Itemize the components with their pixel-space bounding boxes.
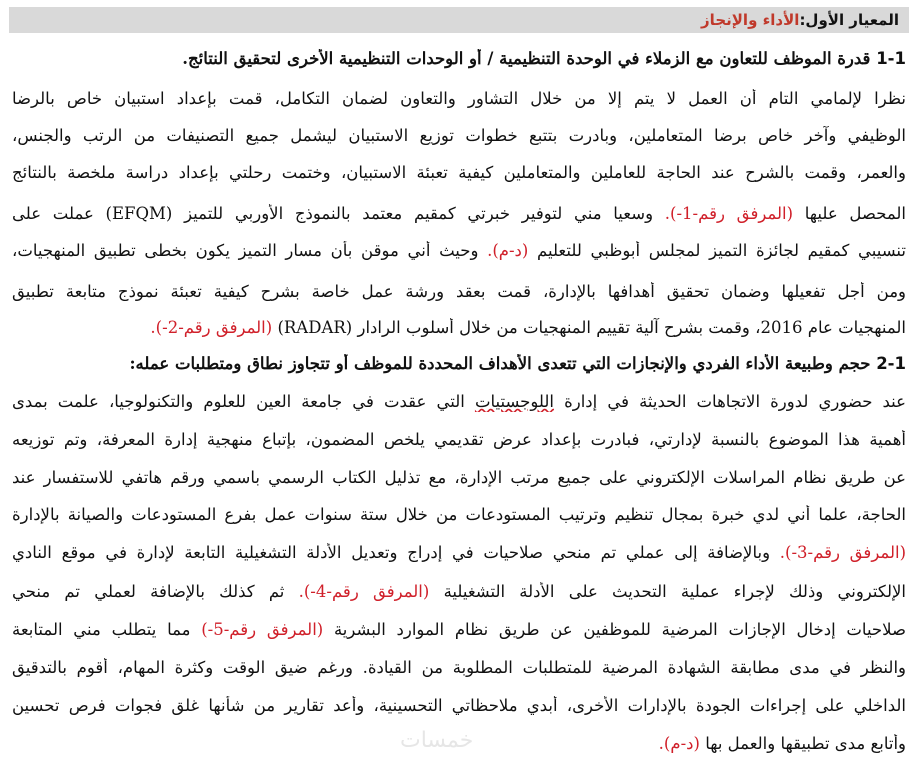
watermark-logo: خمسات [400, 728, 474, 753]
ref-dm: (د-م). [487, 241, 529, 260]
section-2-number: 2-1 [876, 354, 906, 373]
attachment-ref-4: (المرفق رقم-4-). [298, 582, 430, 601]
section-2-heading [12, 354, 906, 374]
ref-dm: (د-م). [658, 734, 700, 753]
line-text: المحصل عليها [804, 204, 906, 223]
line-text: التي عقدت في جامعة العين للعلوم والتكنولوجيا، علمت بمدى [12, 392, 465, 411]
section-2-line-4: الحاجة، علما أني لدي خبرة بمجال تنظيم وترتيب المستودعات من خلال ستة سنوات عمل بفرع المستودعات والصيانة بالإدارة [12, 505, 906, 524]
section-2-line-9: الداخلي على إجراءات الجودة بالإدارات الأخرى، أبدي ملاحظاتي التحسينية، وأعد تقارير من شأنها غلق فجوات فرص تحسين [12, 696, 906, 715]
section-2-line-2: أهمية هذا الموضوع بالنسبة لإدارتي، فبادرت بإعداد عرض تقديمي يلخص المضمون، بإتباع منهجية إدارة المعرفة، وتم توزيعه [12, 430, 906, 449]
section-2-heading-text: حجم وطبيعة الأداء الفردي والإنجازات التي تتعدى الأهداف المحددة للموظف أو تتجاوز نطاق ومتطلبات عمله: [129, 354, 871, 373]
line-text: صلاحيات إدخال الإجازات المرضية للموظفين عن طريق نظام الموارد البشرية [333, 620, 906, 639]
section-1-heading [12, 49, 906, 69]
attachment-ref-1: (المرفق رقم-1-). [664, 204, 794, 223]
section-2-line-7 [12, 620, 906, 640]
section-2-line-6 [12, 582, 906, 602]
section-1-heading-text: قدرة الموظف للتعاون مع الزملاء في الوحدة التنظيمية / أو الوحدات التنظيمية الأخرى لتحقيق النتائج. [182, 49, 871, 68]
line-text: وحيث أني موقن بأن مسار التميز يكون بخطى تطبيق المنهجيات، [12, 241, 479, 260]
line-text: عند حضوري لدورة الاتجاهات الحديثة في إدارة [564, 392, 906, 411]
criterion-label: المعيار الأول: [799, 11, 899, 29]
section-2-line-1 [12, 392, 906, 412]
section-1-line-2: الوظيفي وآخر خاص برضا المتعاملين، وبادرت بتتبع خطوات توزيع الاستبيان ليشمل جميع التصنيفات من الرتب والجنس، [12, 126, 906, 145]
section-1-line-5 [12, 241, 906, 261]
section-1-number: 1-1 [876, 49, 906, 68]
section-1-line-3: والعمر، وقمت بالشرح عند الحاجة للعاملين والمتعاملين كيفية تعبئة الاستبيان، وختمت رحلتي بإعداد دراسة ملخصة بالنتائج [12, 163, 906, 182]
misspelled-word: اللوجستيات [474, 392, 554, 411]
section-1-line-6: ومن أجل تفعيلها وضمان تحقيق أهدافها بالإدارة، قمت بعقد ورشة عمل خاصة بشرح كيفية تعبئة نموذج متابعة تطبيق [12, 282, 906, 301]
section-1-line-7 [12, 318, 906, 338]
line-text: مما يتطلب مني المتابعة [12, 620, 191, 639]
attachment-ref-2: (المرفق رقم-2-). [150, 318, 273, 337]
section-1-line-4 [12, 204, 906, 224]
section-1-line-1: نظرا لإلمامي التام أن العمل لا يتم إلا من خلال التشاور والتعاون لضمان التكامل، قمت بإعداد استبيان خاص بالرضا [12, 89, 906, 108]
criterion-header [9, 7, 909, 33]
line-text: وأتابع مدى تطبيقها والعمل بها [705, 734, 906, 753]
line-text: وسعيا مني لتوفير خبرتي كمقيم معتمد بالنموذج الأوربي للتميز (EFQM) عملت على [12, 204, 654, 223]
attachment-ref-3: (المرفق رقم-3-). [779, 543, 906, 562]
line-text: المنهجيات عام 2016، وقمت بشرح آلية تقييم المنهجيات من خلال أسلوب الرادار (RADAR) [277, 318, 906, 337]
section-2-line-3: عن طريق نظام المراسلات الإلكتروني على جميع مرتب الإدارة، مع تذليل الكتاب الرسمي باسمي ورقم هاتفي للاستفسار عند [12, 468, 906, 487]
line-text: الإلكتروني وذلك لإجراء عملية التحديث على الأدلة التشغيلية [443, 582, 906, 601]
attachment-ref-5: (المرفق رقم-5-) [201, 620, 324, 639]
line-text: وبالإضافة إلى عملي تم منحي صلاحيات في إدراج وتعديل الأدلة التشغيلية التابعة لإدارة في موقع النادي [12, 543, 771, 562]
criterion-title: الأداء والإنجاز [701, 11, 800, 29]
section-2-line-5 [12, 543, 906, 563]
line-text: تنسيبي كمقيم لجائزة التميز لمجلس أبوظبي للتعليم [537, 241, 906, 260]
line-text: ثم كذلك بالإضافة لعملي تم منحي [12, 582, 285, 601]
section-2-line-8: والنظر في مدى مطابقة الشهادة المرضية للمتطلبات المطلوبة من القيادة. ورغم ضيق الوقت وكثرة المهام، أقوم بالتدقيق [12, 658, 906, 677]
